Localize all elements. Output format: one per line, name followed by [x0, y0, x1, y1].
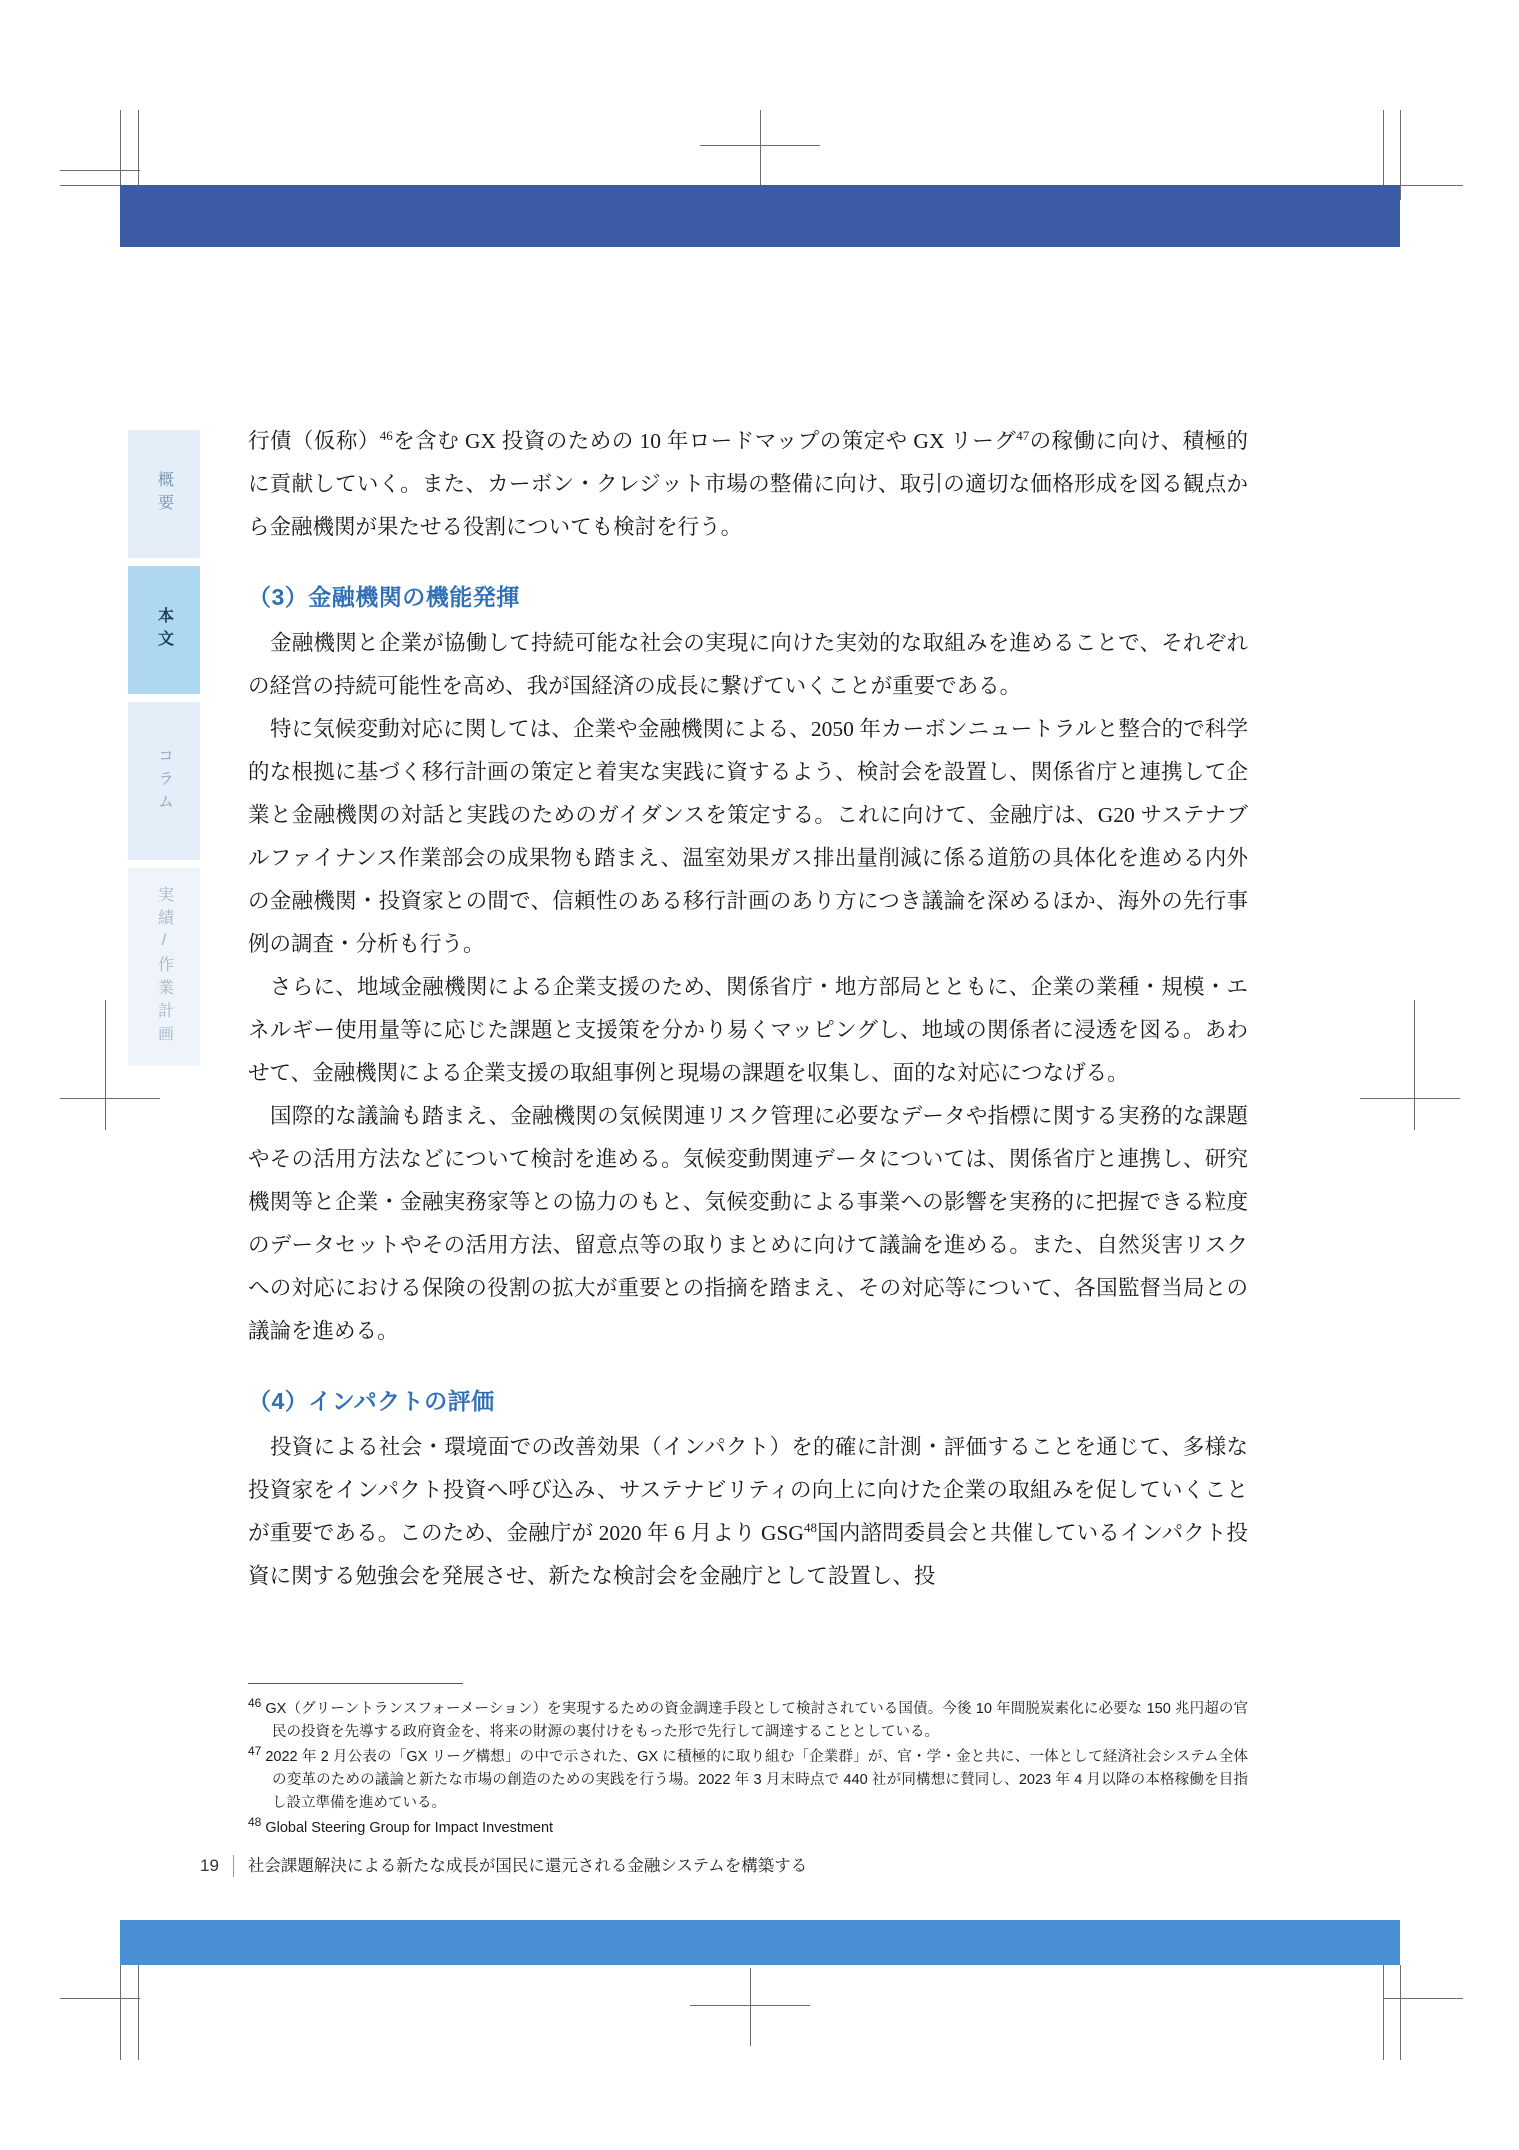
- footnote-number: 48: [248, 1815, 262, 1830]
- paragraph-3-2: 特に気候変動対応に関しては、企業や金融機関による、2050 年カーボンニュートラルと整合的で科学的な根拠に基づく移行計画の策定と着実な実践に資するよう、検討会を設置し、関係省庁と連携して企業と金融機関の対話と実践のためのガイダンスを策定する。これに向けて、金融庁は、G20 サステナブルファイナンス作業部会の成果物も踏まえ、温室効果ガス排出量削減に係る道筋の具体化を進める内外の金融機関・投資家との間で、信頼性のある移行計画のあり方につき議論を深めるほか、海外の先行事例の調査・分析も行う。: [248, 717, 1248, 956]
- paragraph-3-3: さらに、地域金融機関による企業支援のため、関係省庁・地方部局とともに、企業の業種・規模・エネルギー使用量等に応じた課題と支援策を分かり易くマッピングし、地域の関係者に浸透を図る。あわせて、金融機関による企業支援の取組事例と現場の課題を収集し、面的な対応につなげる。: [248, 975, 1248, 1085]
- crop-mark-left-mid-h: [60, 1098, 160, 1099]
- paragraph-continuation: 行債（仮称）$^{46}$を含む GX 投資のための 10 年ロードマップの策定や GX リーグ$^{47}$の稼働に向け、積極的に貢献していく。また、カーボン・クレジット市場の整備に向け、取引の適切な価格形成を図る観点から金融機関が果たせる役割についても検討を行う。: [248, 427, 1248, 539]
- side-tab-plan-label: 実績/作業計画: [155, 886, 173, 1048]
- side-tab-main-text[interactable]: [128, 566, 200, 694]
- footer-title: 社会課題解決による新たな成長が国民に還元される金融システムを構築する: [247, 1857, 808, 1875]
- side-tab-overview-label: 概要: [155, 471, 173, 517]
- crop-mark-top-right-v2: [1400, 110, 1401, 200]
- footnote-item: [248, 1817, 1248, 1840]
- crop-mark-top-left-h2: [60, 170, 140, 171]
- side-tab-plan[interactable]: [128, 868, 200, 1066]
- footnote-number: 47: [248, 1744, 262, 1759]
- crop-mark-bottom-right-v2: [1400, 1965, 1401, 2060]
- crop-mark-bottom-left-h: [60, 1998, 140, 1999]
- paragraph-3-1: 金融機関と企業が協働して持続可能な社会の実現に向けた実効的な取組みを進めることで、それぞれの経営の持続可能性を高め、我が国経済の成長に繋げていくことが重要である。: [248, 631, 1248, 698]
- crop-mark-right-mid-h: [1360, 1098, 1460, 1099]
- crop-mark-top-center-v: [760, 110, 761, 185]
- header-band: [120, 185, 1400, 247]
- crop-mark-bottom-right-v: [1383, 1965, 1384, 2060]
- footnote-text: 2022 年 2 月公表の「GX リーグ構想」の中で示された、GX に積極的に取り組む「企業群」が、官・学・金と共に、一体として経済社会システム全体の変革のための議論と新たな市場の創造のための実践を行う場。2022 年 3 月末時点で 440 社が同構想に賛同し、2023 年 4 月以降の本格稼働を目指し設立準備を進めている。: [265, 1749, 1248, 1811]
- crop-mark-bottom-right-h: [1383, 1998, 1463, 1999]
- footnote-separator: [248, 1683, 463, 1684]
- footnote-item: [248, 1746, 1248, 1815]
- footnote-text: GX（グリーントランスフォーメーション）を実現するための資金調達手段として検討されている国債。今後 10 年間脱炭素化に必要な 150 兆円超の官民の投資を先導する政府資金を、将来の財源の裏付けをもった形で先行して調達することとしている。: [265, 1701, 1248, 1740]
- footer-band: [120, 1920, 1400, 1965]
- side-tab-column[interactable]: [128, 702, 200, 860]
- footnote-number: 46: [248, 1696, 262, 1711]
- crop-mark-right-mid-v: [1414, 1000, 1415, 1130]
- footnote-item: [248, 1698, 1248, 1744]
- crop-mark-bottom-left-v: [120, 1965, 121, 2060]
- paragraph-4-1: 投資による社会・環境面での改善効果（インパクト）を的確に計測・評価することを通じて、多様な投資家をインパクト投資へ呼び込み、サステナビリティの向上に向けた企業の取組みを促していくことが重要である。このため、金融庁が 2020 年 6 月より GSG$^{48}$国内諮問委員会と共催しているインパクト投資に関する勉強会を発展させ、新たな検討会を金融庁として設置し、投: [248, 1435, 1249, 1588]
- crop-mark-bottom-left-v2: [138, 1965, 139, 2060]
- side-tab-main-text-label: 本文: [155, 607, 173, 653]
- side-tab-overview[interactable]: [128, 430, 200, 558]
- section-heading-4: （4）インパクトの評価: [248, 1388, 495, 1414]
- footnote-text: Global Steering Group for Impact Investment: [265, 1820, 554, 1836]
- page-body: [248, 420, 1248, 1598]
- footnote-list: [248, 1698, 1248, 1842]
- crop-mark-left-mid-v: [105, 1000, 106, 1130]
- page-number: 19: [200, 1855, 234, 1877]
- side-tab-column-label: コラム: [155, 746, 173, 816]
- crop-mark-bottom-center-v: [750, 1968, 751, 2046]
- section-heading-3: （3）金融機関の機能発揮: [248, 584, 520, 610]
- paragraph-3-4: 国際的な議論も踏まえ、金融機関の気候関連リスク管理に必要なデータや指標に関する実務的な課題やその活用方法などについて検討を進める。気候変動関連データについては、関係省庁と連携し、研究機関等と企業・金融実務家等との協力のもと、気候変動による事業への影響を実務的に把握できる粒度のデータセットやその活用方法、留意点等の取りまとめに向けて議論を進める。また、自然災害リスクへの対応における保険の役割の拡大が重要との指摘を踏まえ、その対応等について、各国監督当局との議論を進める。: [248, 1104, 1248, 1343]
- side-tab-group: [128, 430, 200, 1074]
- page-footer: [200, 1855, 807, 1877]
